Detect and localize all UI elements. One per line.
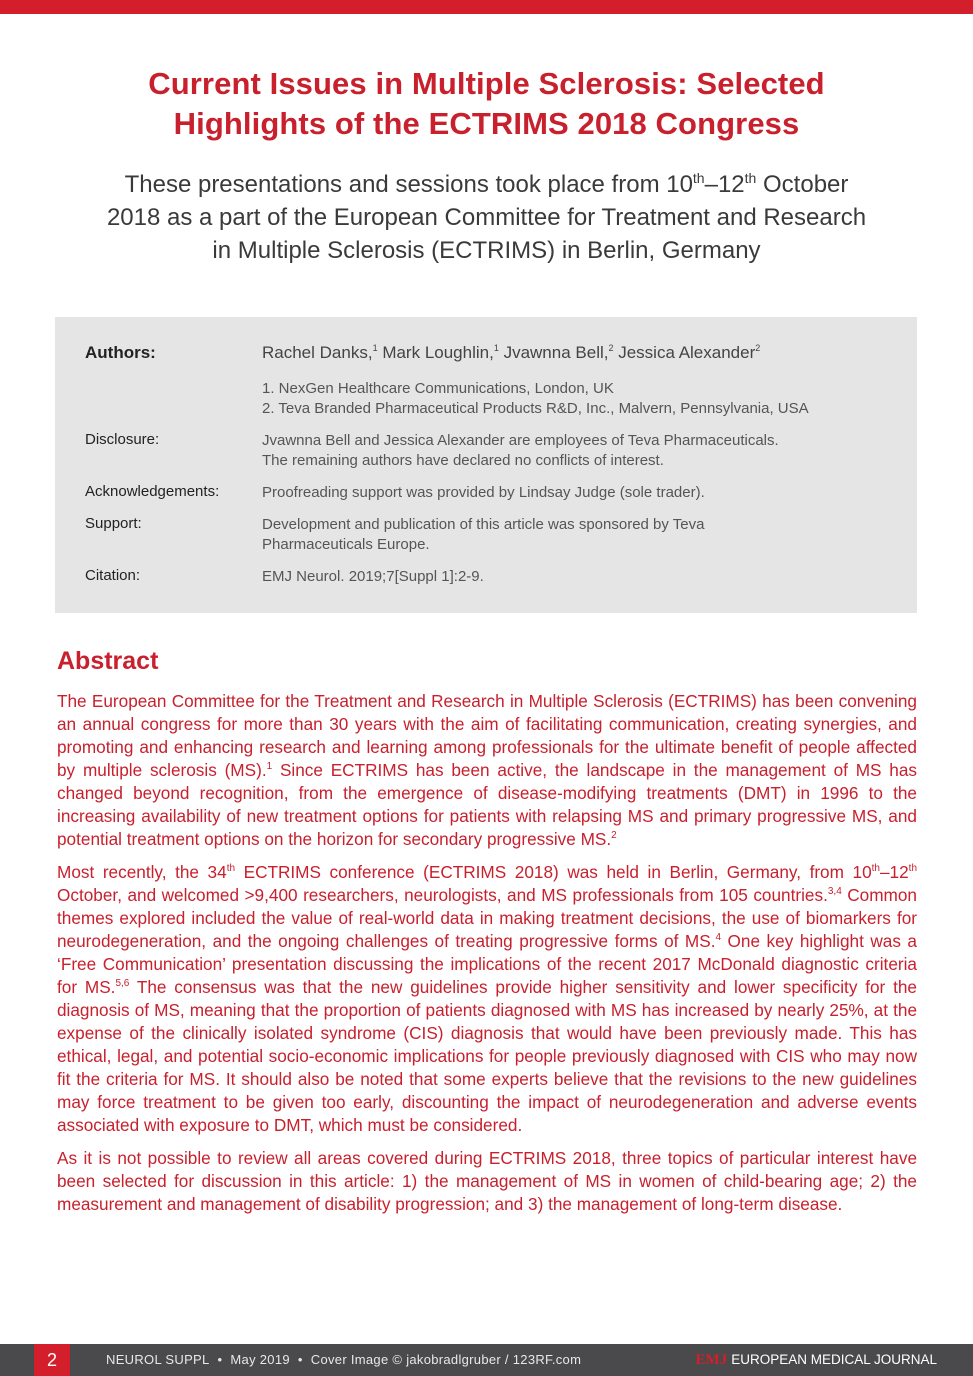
article-title	[60, 64, 913, 144]
affiliations: 1. NexGen Healthcare Communications, London, UK 2. Teva Branded Pharmaceutical Products R&D, Inc., Malvern, Pennsylvania, USA	[262, 380, 809, 417]
acknowledgements-label: Acknowledgements:	[85, 483, 220, 500]
issue-date: May 2019	[230, 1352, 290, 1367]
abstract-heading: Abstract	[57, 647, 159, 675]
subtitle-line-1: These presentations and sessions took place from 10th–12th October	[124, 170, 849, 198]
article-info-box	[55, 317, 917, 613]
page-number: 2	[34, 1344, 70, 1376]
title-line-2: Highlights of the ECTRIMS 2018 Congress	[173, 106, 800, 141]
title-line-1: Current Issues in Multiple Sclerosis: Selected	[148, 66, 825, 101]
authors-label: Authors:	[85, 343, 156, 362]
citation-text: EMJ Neurol. 2019;7[Suppl 1]:2-9.	[262, 568, 484, 585]
abstract-body	[57, 690, 917, 1226]
citation-label: Citation:	[85, 567, 141, 584]
abstract-paragraph-3: As it is not possible to review all areas covered during ECTRIMS 2018, three topics of particular interest have been selected for discussion in this article: 1) the management of MS in women of child-bearing age; 2) the measurement and management of disability progression; and 3) the management of long-term disease.	[57, 1148, 917, 1214]
brand-name: EUROPEAN MEDICAL JOURNAL	[731, 1352, 937, 1367]
footer-journal-info: NEUROL SUPPL • May 2019 • Cover Image © jakobradlgruber / 123RF.com	[106, 1352, 582, 1367]
journal-name: NEUROL SUPPL	[106, 1352, 210, 1367]
subtitle-line-3: in Multiple Sclerosis (ECTRIMS) in Berlin, Germany	[212, 237, 761, 264]
abstract-paragraph-2: Most recently, the 34th ECTRIMS conference (ECTRIMS 2018) was held in Berlin, Germany, from 10th–12th October, and welcomed >9,400 researchers, neurologists, and MS professionals from 105 countries.$^{3,4}$ Common themes explored included the value of real-world data in making treatment decisions, the use of biomarkers for neurodegeneration, and the ongoing challenges of treating progressive forms of MS.$^4$ One key highlight was a ‘Free Communication’ presentation discussing the implications of the recent 2017 McDonald diagnostic criteria for MS.$^{5,6}$ The consensus was that the new guidelines provide higher sensitivity and lower specificity for the diagnosis of MS, meaning that the proportion of patients diagnosed with MS has increased by nearly 25%, at the expense of the clinically isolated syndrome (CIS) diagnosis that would have been previously made. This has ethical, legal, and potential socio-economic implications for people previously diagnosed with CIS who may now fit the criteria for MS. It should also be noted that some experts believe that the revisions to the new guidelines may force treatment to be given too early, discounting the impact of neurodegeneration and adverse events associated with exposure to DMT, which must be considered.	[57, 862, 918, 1135]
emj-logo-icon: EMJ	[695, 1352, 728, 1368]
subtitle-line-2: 2018 as a part of the European Committee for Treatment and Research	[106, 204, 867, 231]
journal-brand	[696, 1344, 937, 1376]
top-accent-bar	[0, 0, 973, 14]
acknowledgements-text: Proofreading support was provided by Lindsay Judge (sole trader).	[262, 484, 705, 501]
authors-list: Rachel Danks,$^1$ Mark Loughlin,$^1$ Jvawnna Bell,$^2$ Jessica Alexander$^2$	[262, 343, 761, 362]
disclosure-label: Disclosure:	[85, 431, 160, 448]
article-subtitle	[40, 168, 933, 267]
abstract-paragraph-1: The European Committee for the Treatment and Research in Multiple Sclerosis (ECTRIMS) has been convening an annual congress for more than 30 years with the aim of facilitating communication, creating synergies, and promoting and enhancing research and learning among professionals for the ultimate benefit of people affected by multiple sclerosis (MS).$^1$ Since ECTRIMS has been active, the landscape in the management of MS has changed beyond recognition, from the emergence of disease-modifying treatments (DMT) in 1996 to the increasing availability of new treatment options for patients with relapsing MS and primary progressive MS, and potential treatment options on the horizon for secondary progressive MS.$^2$	[57, 691, 917, 849]
support-text: Development and publication of this article was sponsored by Teva Pharmaceuticals Europe.	[262, 516, 705, 553]
support-label: Support:	[85, 515, 142, 532]
cover-image-credit: Cover Image © jakobradlgruber / 123RF.com	[310, 1352, 582, 1367]
disclosure-text: Jvawnna Bell and Jessica Alexander are employees of Teva Pharmaceuticals. The remaining authors have declared no conflicts of interest.	[262, 432, 779, 469]
page-footer	[0, 1344, 973, 1376]
